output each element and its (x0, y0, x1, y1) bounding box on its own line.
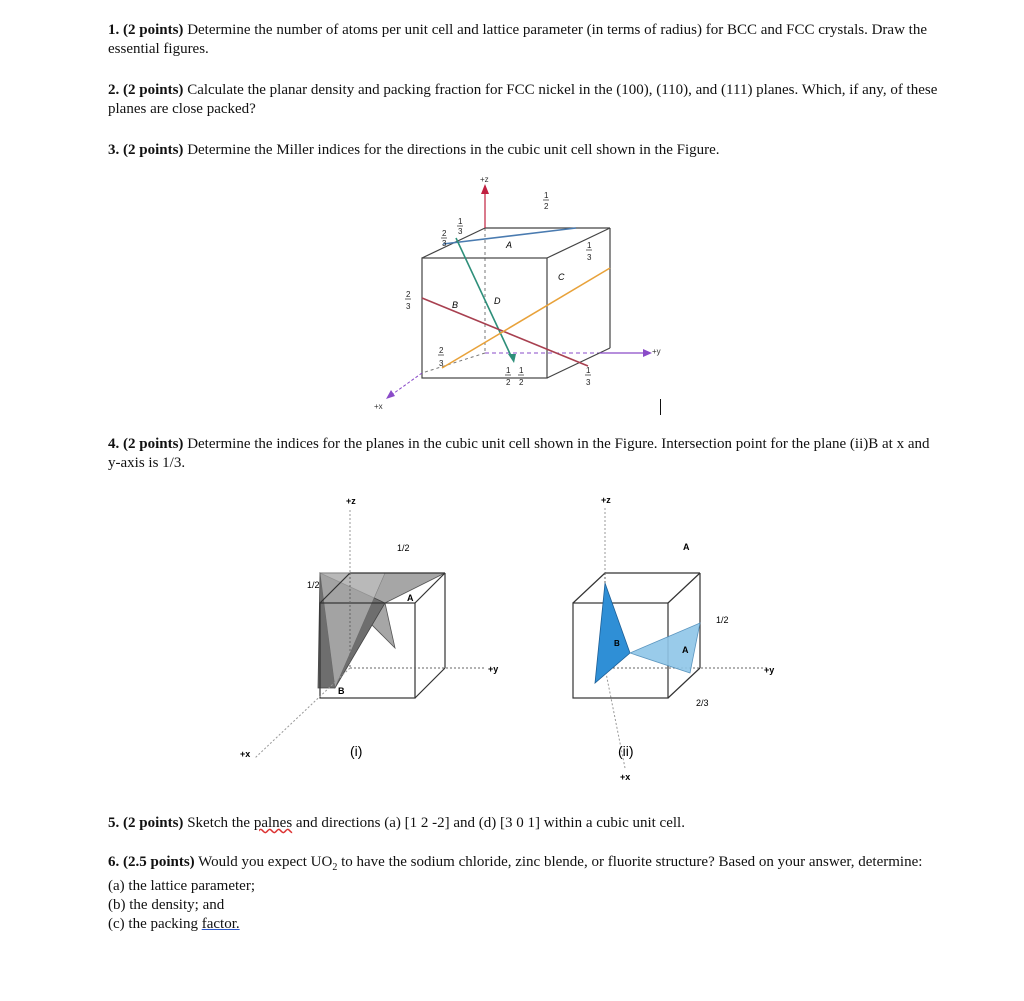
q6-subscript: 2 (332, 862, 338, 873)
q2-points: (2 points) (123, 82, 184, 98)
label-B: B (452, 300, 459, 310)
label-half-left: 1/2 (307, 580, 320, 590)
q2-number: 2. (108, 82, 120, 98)
q5-points: (2 points) (123, 815, 184, 831)
svg-text:2: 2 (506, 378, 511, 387)
svg-text:1: 1 (519, 366, 524, 375)
q3-text: Determine the Miller indices for the directions in the cubic unit cell shown in the Figure. (187, 142, 720, 158)
svg-text:3: 3 (439, 359, 444, 368)
direction-D-line (456, 238, 512, 358)
text-cursor (660, 399, 661, 415)
plane-A-shape (630, 623, 700, 673)
caption-i: (i) (350, 743, 363, 759)
axis-x-label: +x (374, 402, 383, 411)
question-4 (108, 435, 938, 473)
label-D: D (494, 296, 501, 306)
q6-points: (2.5 points) (123, 854, 195, 870)
label-two-thirds: 2/3 (696, 698, 709, 708)
question-5 (108, 814, 938, 833)
question-6 (108, 853, 938, 934)
q4-points: (2 points) (123, 436, 184, 452)
figure-plane-ii (500, 488, 810, 798)
axis-z-label: +z (346, 496, 356, 506)
axis-y-label: +y (488, 664, 499, 674)
figure-miller-directions (360, 168, 680, 418)
plane-A-label: A (682, 645, 689, 655)
svg-text:2: 2 (442, 229, 447, 238)
question-2 (108, 81, 938, 119)
svg-text:3: 3 (587, 253, 592, 262)
q5-text-pre: Sketch the (187, 815, 251, 831)
axis-z-label: +z (480, 175, 489, 184)
svg-text:3: 3 (458, 227, 463, 236)
plane-A-label: A (407, 593, 414, 603)
q1-number: 1. (108, 22, 120, 38)
q6-text-b: to have the sodium chloride, zinc blende, or fluorite structure? Based on your answer, determine: (341, 854, 923, 870)
direction-B-line (422, 298, 588, 366)
label-A: A (506, 240, 513, 250)
axis-x-label: +x (620, 772, 631, 782)
q4-text: Determine the indices for the planes in the cubic unit cell shown in the Figure. Intersection point for the plane (ii)B at x and y-axis is 1/3. (108, 436, 930, 471)
svg-text:3: 3 (586, 378, 591, 387)
q3-points: (2 points) (123, 142, 184, 158)
plane-B-label: B (338, 686, 345, 696)
q4-number: 4. (108, 436, 120, 452)
q6-item-c-link[interactable]: factor. (201, 916, 240, 932)
label-C: C (558, 272, 565, 282)
label-half-top: 1/2 (397, 543, 410, 553)
svg-text:3: 3 (406, 302, 411, 311)
svg-text:1: 1 (506, 366, 511, 375)
q6-item-c-text: (c) the packing (108, 916, 198, 932)
q6-item-a: (a) the lattice parameter; (108, 878, 255, 894)
question-3 (108, 141, 938, 160)
x-axis-arrow (390, 373, 422, 396)
q6-number: 6. (108, 854, 120, 870)
axis-y-label: +y (652, 347, 661, 356)
q5-number: 5. (108, 815, 120, 831)
plane-B-shape (595, 583, 630, 683)
svg-text:1: 1 (544, 191, 549, 200)
svg-text:1: 1 (586, 366, 591, 375)
svg-text:2: 2 (544, 202, 549, 211)
label-A-top: A (683, 542, 690, 552)
fraction-labels (405, 191, 592, 387)
q2-text: Calculate the planar density and packing fraction for FCC nickel in the (100), (110), and (111) planes. Which, if any, of these planes are close packed? (108, 82, 938, 117)
unit-cube-outline (422, 228, 610, 378)
axis-x-label: +x (240, 749, 251, 759)
q6-item-b: (b) the density; and (108, 897, 225, 913)
q1-points: (2 points) (123, 22, 184, 38)
q6-text-a: Would you expect UO (198, 854, 333, 870)
q1-text: Determine the number of atoms per unit cell and lattice parameter (in terms of radius) for BCC and FCC crystals. Draw the essential figures. (108, 22, 927, 57)
figure-plane-i (225, 488, 525, 788)
axis-z-label: +z (601, 495, 611, 505)
q6-item-c (108, 915, 938, 934)
q5-misspelled-word: palnes (253, 815, 293, 831)
caption-ii: (ii) (618, 743, 634, 759)
plane-B-label: B (614, 639, 620, 648)
label-half: 1/2 (716, 615, 729, 625)
q3-number: 3. (108, 142, 120, 158)
svg-text:2: 2 (439, 346, 444, 355)
axis-y-label: +y (764, 665, 775, 675)
question-1 (108, 21, 938, 59)
svg-text:2: 2 (519, 378, 524, 387)
svg-text:2: 2 (406, 290, 411, 299)
svg-text:3: 3 (442, 239, 447, 248)
q5-text-post: and directions (a) [1 2 -2] and (d) [3 0 1] within a cubic unit cell. (295, 815, 685, 831)
svg-text:1: 1 (458, 217, 463, 226)
svg-text:1: 1 (587, 241, 592, 250)
